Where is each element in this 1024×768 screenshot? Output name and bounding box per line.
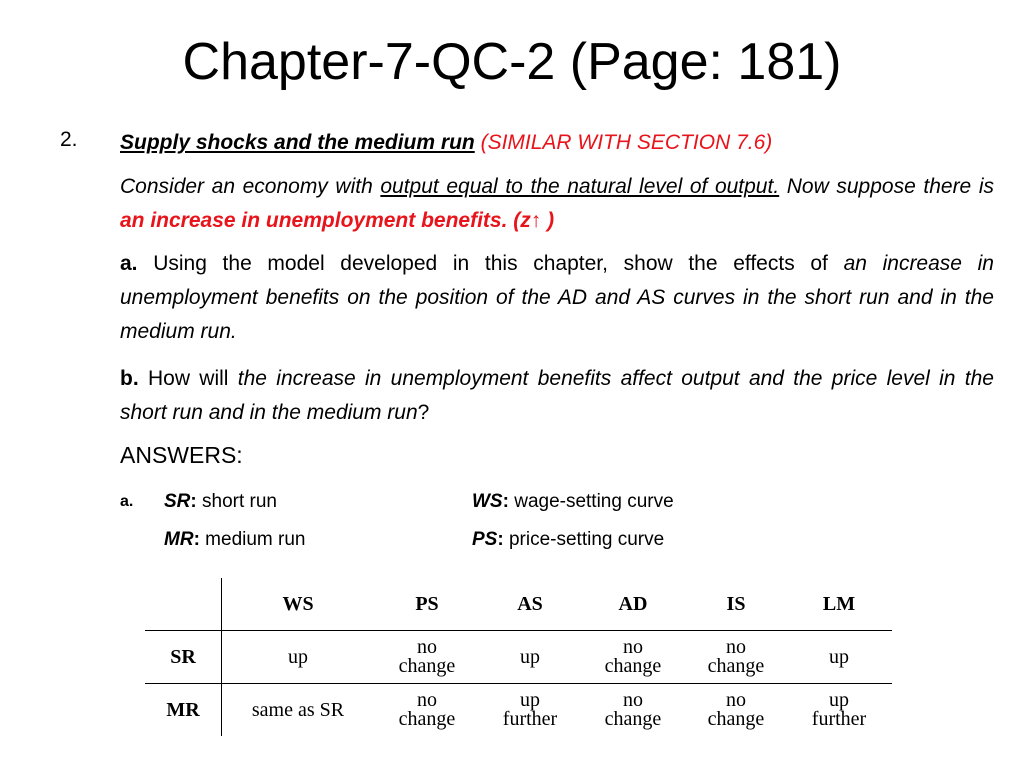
table-header-cell: PS <box>415 592 439 615</box>
table-cell: same as SR <box>222 684 375 737</box>
part-b-text-italic: the increase in unemployment benefits affect output and the price level in the short run and in the medium run <box>120 367 994 424</box>
definition-mr <box>164 525 306 555</box>
table-row <box>145 631 892 684</box>
question-heading-line <box>120 126 994 160</box>
premise-text-2: Now suppose there is <box>779 175 995 198</box>
table-cell: up <box>222 631 375 684</box>
definition-ws <box>472 487 674 517</box>
table-header-cell: WS <box>282 592 314 615</box>
part-b-label: b. <box>120 367 139 390</box>
table-cell: no change <box>374 631 480 684</box>
table-cell: no change <box>686 684 786 737</box>
table-row-label: MR <box>145 684 222 737</box>
colon: : <box>190 491 197 512</box>
table-cell: up <box>480 631 580 684</box>
part-a-text-italic: an increase in unemployment benefits on the position of the AD and AS curves in the short run and in the medium run. <box>120 252 994 343</box>
question-premise <box>120 170 994 238</box>
part-b-text: How will <box>138 367 238 390</box>
up-arrow-icon: ↑ <box>530 209 542 232</box>
slide-title: Chapter-7-QC-2 (Page: 181) <box>182 33 842 91</box>
table-row <box>145 684 892 737</box>
table-cell: up further <box>480 684 580 737</box>
ws-abbr: WS <box>472 491 503 512</box>
table-row-label: SR <box>145 631 222 684</box>
colon: : <box>193 529 200 550</box>
table-cell: no change <box>580 631 686 684</box>
table-header-cell: IS <box>726 592 746 615</box>
answers-table <box>145 578 892 736</box>
table-header-cell: AS <box>517 592 543 615</box>
table-header-row <box>145 578 892 631</box>
table-cell: no change <box>580 684 686 737</box>
table-cell: up further <box>786 684 892 737</box>
premise-underlined: output equal to the natural level of output. <box>380 175 780 198</box>
premise-text: Consider an economy with <box>120 175 381 198</box>
mr-abbr: MR <box>164 529 194 550</box>
part-a-text: Using the model developed in this chapter, show the effects of <box>137 252 844 275</box>
part-b <box>120 362 994 430</box>
definition-sr <box>164 487 277 517</box>
colon: : <box>502 491 509 512</box>
part-a-label: a. <box>120 252 138 275</box>
mr-text: medium run <box>199 529 306 550</box>
ps-text: price-setting curve <box>503 529 665 550</box>
sr-text: short run <box>196 491 277 512</box>
table-header-cell: AD <box>618 592 648 615</box>
definition-ps <box>472 525 664 555</box>
colon: : <box>497 529 504 550</box>
answers-heading: ANSWERS: <box>120 442 243 468</box>
question-number: 2. <box>60 128 78 151</box>
premise-highlight: an increase in unemployment benefits. (z <box>120 209 531 232</box>
ps-abbr: PS <box>472 529 498 550</box>
table-corner-cell <box>145 578 222 631</box>
question-heading-note: (SIMILAR WITH SECTION 7.6) <box>480 131 773 154</box>
table-cell: no change <box>374 684 480 737</box>
premise-highlight-end: ) <box>541 209 555 232</box>
part-a <box>120 247 994 349</box>
ws-text: wage-setting curve <box>508 491 674 512</box>
definitions-label: a. <box>120 493 134 510</box>
part-b-text-end: ? <box>417 401 430 424</box>
sr-abbr: SR <box>164 491 191 512</box>
table-cell: up <box>786 631 892 684</box>
table-header-cell: LM <box>822 592 856 615</box>
question-heading: Supply shocks and the medium run <box>120 131 475 154</box>
table-cell: no change <box>686 631 786 684</box>
